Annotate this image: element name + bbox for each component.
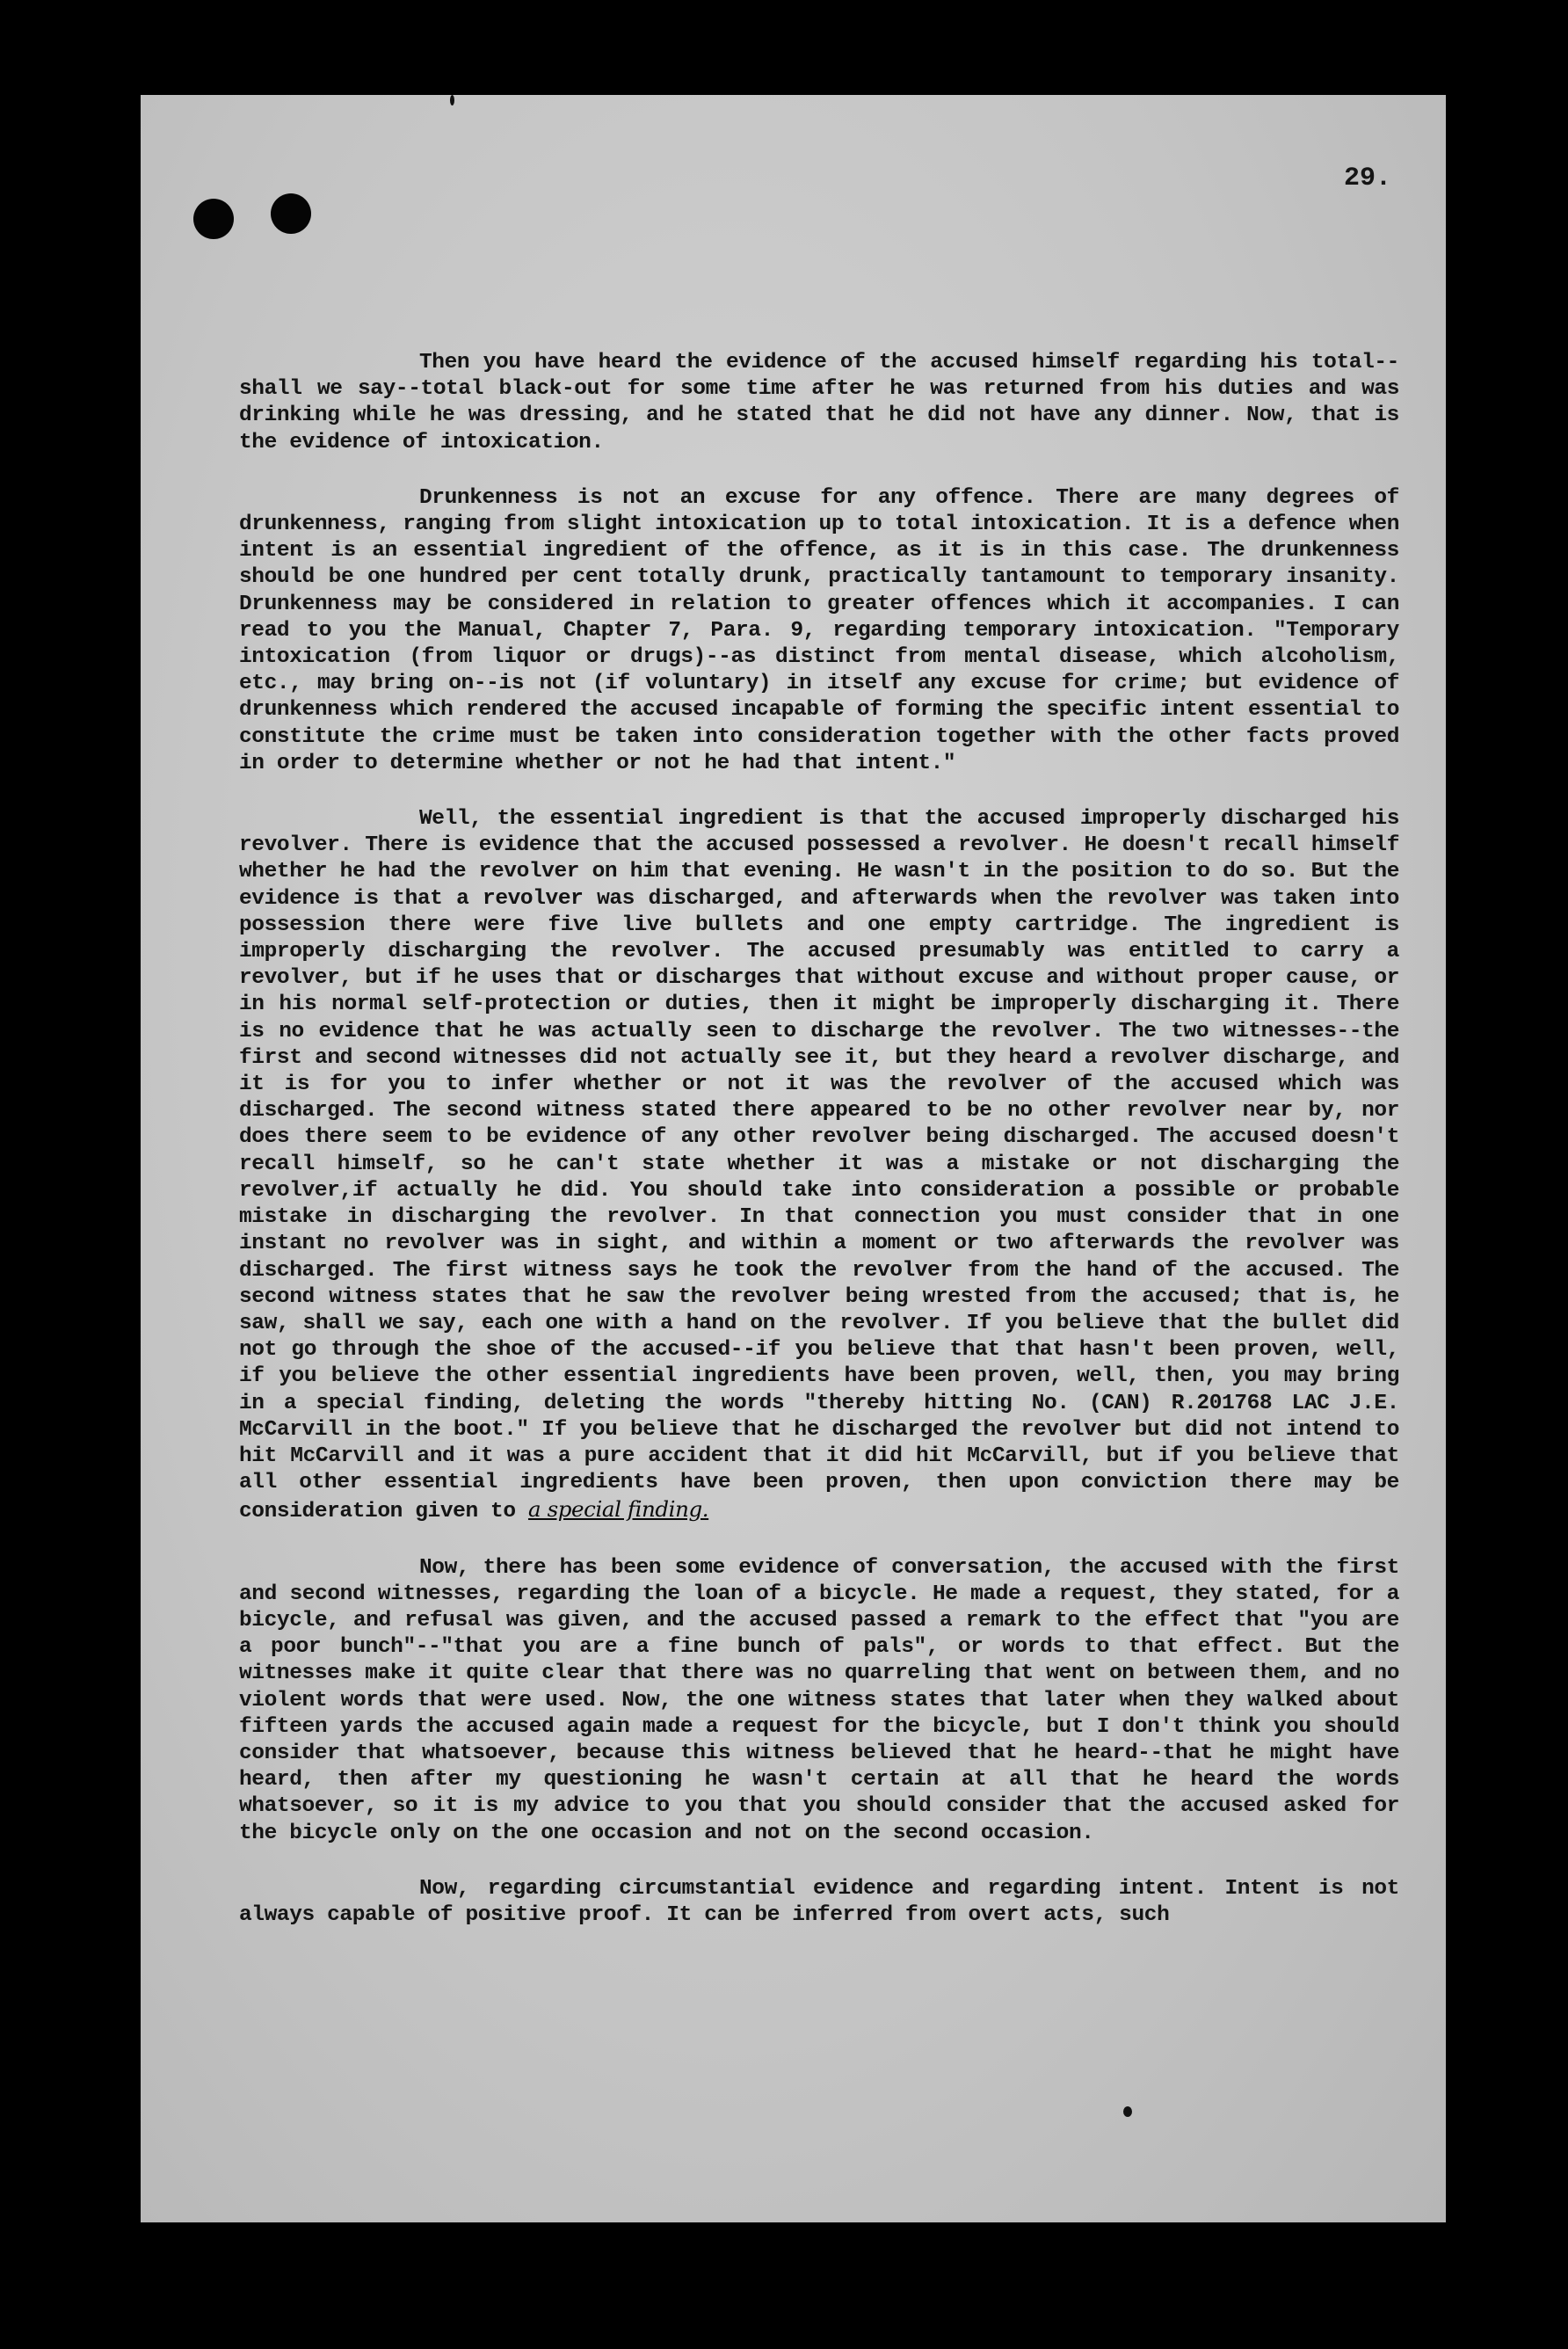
punch-hole-right xyxy=(271,193,311,234)
paragraph-revolver-discharge xyxy=(239,806,1399,1525)
punch-hole-left xyxy=(193,199,234,239)
paragraph-drunkenness: Drunkenness is not an excuse for any offence. There are many degrees of drunkenness, ranging from slight intoxication up to total intoxication. It is a defence when intent is an essential ingredient of the offence, as it is in this case. The drunkenness should be one hundred per cent totally drunk, practically tantamount to temporary insanity. Drunkenness may be considered in relation to greater offences which it accompanies. I can read to you the Manual, Chapter 7, Para. 9, regarding temporary intoxication. "Temporary intoxication (from liquor or drugs)--as distinct from mental disease, which alcoholism, etc., may bring on--is not (if voluntary) in itself any excuse for crime; but evidence of drunkenness which rendered the accused incapable of forming the specific intent essential to constitute the crime must be taken into consideration together with the other facts proved in order to determine whether or not he had that intent." xyxy=(239,485,1399,775)
handwritten-insertion: a special finding. xyxy=(527,1496,709,1523)
document-body xyxy=(239,350,1399,1929)
page-number: 29. xyxy=(1343,164,1391,193)
ink-speck xyxy=(1123,2106,1132,2117)
paragraph-bicycle-conversation: Now, there has been some evidence of conversation, the accused with the first and second witnesses, regarding the loan of a bicycle. He made a request, they stated, for a bicycle, and refusal was given, and the accused passed a remark to the effect that "you are a poor bunch"--"that you are a fine bunch of pals", or words to that effect. But the witnesses make it quite clear that there was no quarreling that went on between them, and no violent words that were used. Now, the one witness states that later when they walked about fifteen yards the accused again made a request for the bicycle, but I don't think you should consider that whatsoever, because this witness believed that he heard--that he might have heard, then after my questioning he wasn't certain at all that he heard the words whatsoever, so it is my advice to you that you should consider that the accused asked for the bicycle only on the one occasion and not on the second occasion. xyxy=(239,1555,1399,1845)
ink-speck xyxy=(450,95,454,105)
document-page xyxy=(141,95,1446,2222)
paragraph-revolver-discharge-text: Well, the essential ingredient is that the accused improperly discharged his revolver. There is evidence that the accused possessed a revolver. He doesn't recall himself whether he had the revolver on him that evening. He wasn't in the position to do so. But the evidence is that a revolver was discharged, and afterwards when the revolver was taken into possession there were five live bullets and one empty cartridge. The ingredient is improperly discharging the revolver. The accused presumably was entitled to carry a revolver, but if he uses that or discharges that without excuse and without proper cause, or in his normal self-protection or duties, then it might be improperly discharging it. There is no evidence that he was actually seen to discharge the revolver. The two witnesses--the first and second witnesses did not actually see it, but they heard a revolver discharge, and it is for you to infer whether or not it was the revolver of the accused which was discharged. The second witness stated there appeared to be no other revolver near by, nor does there seem to be evidence of any other revolver being discharged. The accused doesn't recall himself, so he can't state whether it was a mistake or not discharging the revolver,if actually he did. You should take into consideration a possible or probable mistake in discharging the revolver. In that connection you must consider that in one instant no revolver was in sight, and within a moment or two afterwards the revolver was discharged. The first witness says he took the revolver from the hand of the accused. The second witness states that he saw the revolver being wrested from the accused; that is, he saw, shall we say, each one with a hand on the revolver. If you believe that the bullet did not go through the shoe of the accused--if you believe that that hasn't been proven, well, if you believe the other essential ingredients have been proven, well, then, you may bring in a special finding, deleting the words "thereby hitting No. (CAN) R.201768 LAC J.E. McCarvill in the boot." If you believe that he discharged the revolver but did not intend to hit McCarvill and it was a pure accident that it did hit McCarvill, but if you believe that all other essential ingredients have been proven, then upon conviction there may be consideration given to xyxy=(239,807,1399,1524)
paragraph-intoxication-evidence: Then you have heard the evidence of the accused himself regarding his total--shall we say--total black-out for some time after he was returned from his duties and was drinking while he was dressing, and he stated that he did not have any dinner. Now, that is the evidence of intoxication. xyxy=(239,351,1399,455)
paragraph-circumstantial-evidence: Now, regarding circumstantial evidence and regarding intent. Intent is not always capable of positive proof. It can be inferred from overt acts, such xyxy=(239,1876,1399,1927)
